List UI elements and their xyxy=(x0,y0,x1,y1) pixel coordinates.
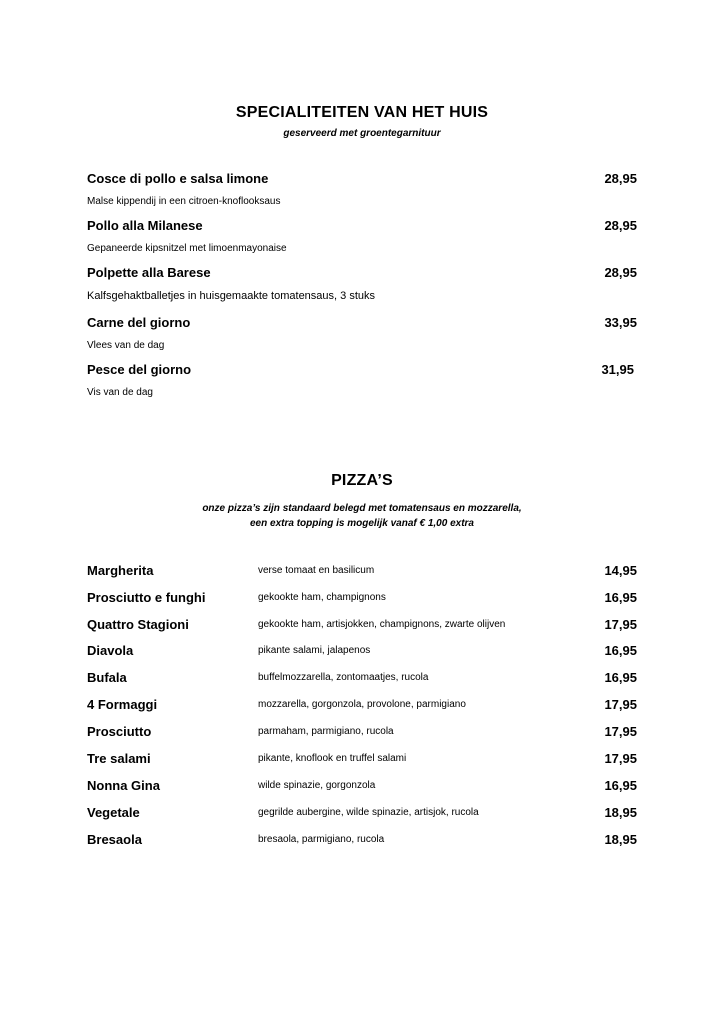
pizza-name: Nonna Gina xyxy=(87,778,160,793)
pizza-name: Quattro Stagioni xyxy=(87,617,189,632)
pizza-description: gekookte ham, champignons xyxy=(258,592,386,603)
pizza-description: buffelmozzarella, zontomaatjes, rucola xyxy=(258,672,429,683)
dish-price: 33,95 xyxy=(604,315,637,330)
pizza-name: Prosciutto xyxy=(87,724,152,739)
pizza-price: 17,95 xyxy=(604,751,637,766)
pizzas-subtitle-line-1: onze pizza’s zijn standaard belegd met tomatensaus en mozzarella, xyxy=(202,503,522,514)
pizza-price: 17,95 xyxy=(604,617,637,632)
dish-price: 31,95 xyxy=(601,362,634,377)
dish-name: Pollo alla Milanese xyxy=(87,218,203,233)
pizza-name: Tre salami xyxy=(87,751,151,766)
dish-name: Polpette alla Barese xyxy=(87,265,211,280)
pizza-price: 17,95 xyxy=(604,724,637,739)
pizza-description: pikante, knoflook en truffel salami xyxy=(258,753,407,764)
dish-description: Kalfsgehaktballetjes in huisgemaakte tomatensaus, 3 stuks xyxy=(87,290,375,302)
dish-price: 28,95 xyxy=(604,218,637,233)
pizza-price: 14,95 xyxy=(604,563,637,578)
dish-name: Carne del giorno xyxy=(87,315,191,330)
pizza-price: 16,95 xyxy=(604,778,637,793)
specialties-title: SPECIALITEITEN VAN HET HUIS xyxy=(235,104,489,121)
pizza-name: Diavola xyxy=(87,643,134,658)
dish-description: Vis van de dag xyxy=(87,387,153,398)
pizza-description: bresaola, parmigiano, rucola xyxy=(258,834,385,845)
pizzas-title: PIZZA’S xyxy=(331,472,393,489)
pizza-price: 16,95 xyxy=(604,643,637,658)
dish-name: Pesce del giorno xyxy=(87,362,192,377)
pizza-name: Vegetale xyxy=(87,805,140,820)
pizza-name: Bufala xyxy=(87,670,127,685)
pizza-description: gegrilde aubergine, wilde spinazie, artisjok, rucola xyxy=(258,807,479,818)
pizza-price: 16,95 xyxy=(604,590,637,605)
pizza-name: Margherita xyxy=(87,563,154,578)
pizza-price: 18,95 xyxy=(604,805,637,820)
pizza-price: 18,95 xyxy=(604,832,637,847)
specialties-subtitle: geserveerd met groentegarnituur xyxy=(283,128,441,139)
dish-price: 28,95 xyxy=(604,265,637,280)
pizza-name: Bresaola xyxy=(87,832,142,847)
pizza-name: Prosciutto e funghi xyxy=(87,590,206,605)
pizza-description: mozzarella, gorgonzola, provolone, parmigiano xyxy=(258,699,466,710)
pizza-price: 17,95 xyxy=(604,697,637,712)
pizza-description: parmaham, parmigiano, rucola xyxy=(258,726,394,737)
dish-price: 28,95 xyxy=(604,171,637,186)
dish-description: Malse kippendij in een citroen-knoflooksaus xyxy=(87,196,281,207)
pizza-name: 4 Formaggi xyxy=(87,697,158,712)
pizzas-subtitle-line-2: een extra topping is mogelijk vanaf € 1,00 extra xyxy=(250,518,474,529)
pizza-description: gekookte ham, artisjokken, champignons, zwarte olijven xyxy=(258,619,506,630)
pizza-description: verse tomaat en basilicum xyxy=(258,565,375,576)
pizza-description: wilde spinazie, gorgonzola xyxy=(258,780,376,791)
dish-description: Gepaneerde kipsnitzel met limoenmayonaise xyxy=(87,243,287,254)
pizza-price: 16,95 xyxy=(604,670,637,685)
pizza-description: pikante salami, jalapenos xyxy=(258,645,371,656)
dish-name: Cosce di pollo e salsa limone xyxy=(87,171,269,186)
dish-description: Vlees van de dag xyxy=(87,340,165,351)
